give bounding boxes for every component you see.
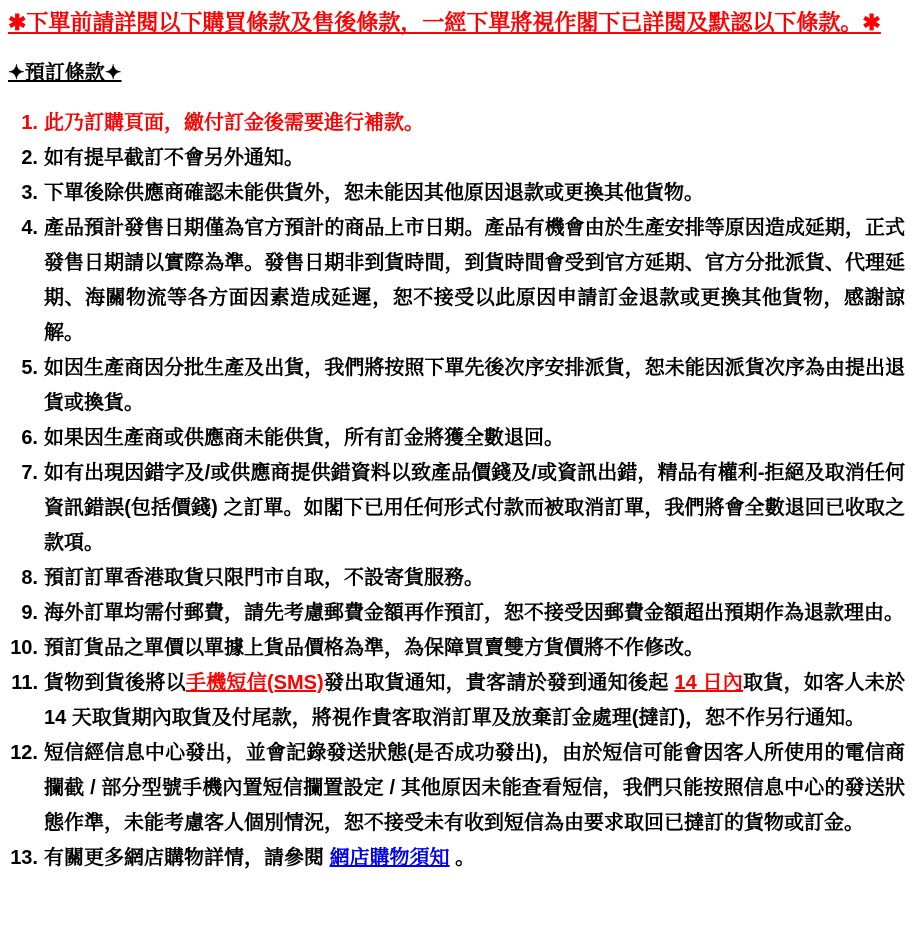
term-item-4 [8,211,905,351]
term-text: 如因生產商因分批生產及出貨，我們將按照下單先後次序安排派貨，恕未能因派貨次序為由提出退貨或換貨。 [44,357,905,414]
term-item-10 [8,631,905,666]
section-title [8,61,905,86]
term-number: 5. [21,357,38,379]
term-item-9 [8,596,905,631]
term-number: 9. [21,602,38,624]
term-text: 下單後除供應商確認未能供貨外，恕未能因其他原因退款或更換其他貨物。 [44,182,704,204]
term-item-11 [8,666,905,736]
term-number: 13. [10,847,38,869]
term-item-1 [8,106,905,141]
term-item-2 [8,141,905,176]
term-text: 如有提早截訂不會另外通知。 [44,147,304,169]
notice-header-text: ✱下單前請詳閱以下購買條款及售後條款，一經下單將視作閣下已詳閱及默認以下條款。✱ [8,10,881,35]
term-number: 1. [21,112,38,134]
term-item-8 [8,561,905,596]
term-number: 2. [21,147,38,169]
shop-notice-link[interactable]: 網店購物須知 [329,847,450,869]
term-number: 6. [21,427,38,449]
term-text: 預訂貨品之單價以單據上貨品價格為準，為保障買賣雙方貨價將不作修改。 [44,637,704,659]
terms-list [8,106,905,876]
pickup-days-highlight: 14 日內 [674,672,744,694]
section-title-text: ✦預訂條款✦ [8,62,122,84]
term-text: 此乃訂購頁面，繳付訂金後需要進行補款。 [44,112,424,134]
term-item-7 [8,456,905,561]
term-text-segment: 有關更多網店購物詳情，請參閱 [44,847,330,869]
term-text [44,841,905,876]
term-number: 3. [21,182,38,204]
notice-header [8,9,905,36]
term-number: 12. [10,742,38,764]
sms-highlight: 手機短信(SMS) [185,672,324,694]
term-text-segment: 取貨，如客人未於 14 天取貨期內取貨及付尾款，將視作貴客取消訂單及放棄訂金處理(撻訂)，恕不作另行通知。 [44,672,905,729]
term-text-segment: 。 [449,847,476,869]
term-item-13 [8,841,905,876]
term-text: 產品預計發售日期僅為官方預計的商品上市日期。產品有機會由於生產安排等原因造成延期，正式發售日期請以實際為準。發售日期非到貨時間，到貨時間會受到官方延期、官方分批派貨、代理延期、海關物流等各方面因素造成延遲，恕不接受以此原因申請訂金退款或更換其他貨物，感謝諒解。 [44,217,905,344]
term-number: 7. [21,462,38,484]
term-text-segment: 貨物到貨後將以 [44,672,186,694]
term-number: 8. [21,567,38,589]
term-number: 11. [11,672,38,694]
term-text: 預訂訂單香港取貨只限門市自取，不設寄貨服務。 [44,567,484,589]
term-text: 短信經信息中心發出，並會記錄發送狀態(是否成功發出)，由於短信可能會因客人所使用的電信商攔截 / 部分型號手機內置短信攔置設定 / 其他原因未能查看短信，我們只能按照信息中心的發送狀態作準，未能考慮客人個別情況，恕不接受未有收到短信為由要求取回已撻訂的貨物或訂金。 [44,742,905,834]
term-text [44,666,905,736]
term-text: 海外訂單均需付郵費，請先考慮郵費金額再作預訂，恕不接受因郵費金額超出預期作為退款理由。 [44,602,904,624]
term-number: 10. [10,637,38,659]
term-item-5 [8,351,905,421]
term-item-12 [8,736,905,841]
term-number: 4. [21,217,38,239]
term-item-3 [8,176,905,211]
term-text: 如有出現因錯字及/或供應商提供錯資料以致產品價錢及/或資訊出錯，精品有權利-拒絕及取消任何資訊錯誤(包括價錢) 之訂單。如閣下已用任何形式付款而被取消訂單，我們將會全數退回已收取之款項。 [44,462,905,554]
term-text: 如果因生產商或供應商未能供貨，所有訂金將獲全數退回。 [44,427,564,449]
term-item-6 [8,421,905,456]
term-text-segment: 發出取貨通知，貴客請於發到通知後起 [323,672,675,694]
